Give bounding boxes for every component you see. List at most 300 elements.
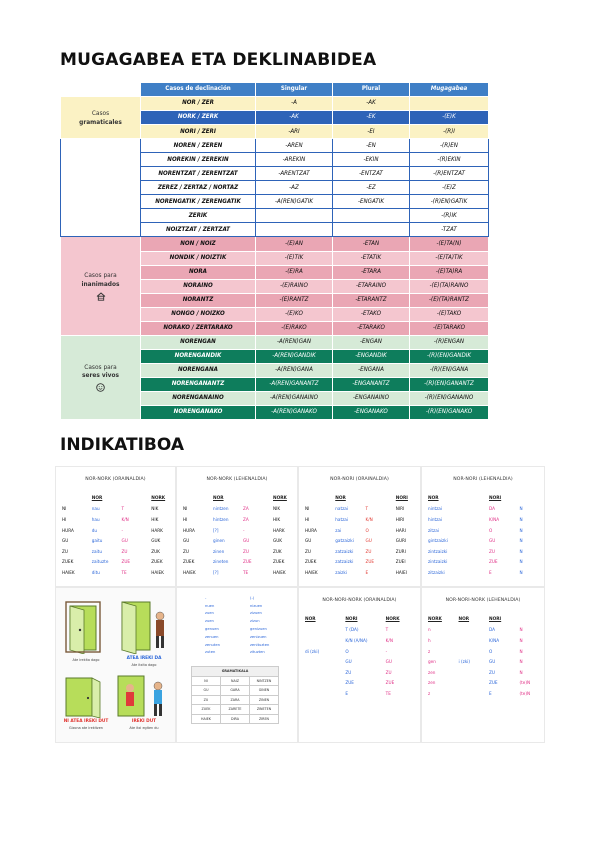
ergative-cell: GUK	[273, 538, 283, 544]
case-cell: NOIZTZAT / ZERTZAT	[141, 223, 256, 237]
pronoun-cell: ZU	[62, 548, 68, 554]
nork-cell: n	[428, 627, 431, 633]
header-blank	[61, 83, 141, 97]
suffix-cell: (te)N	[519, 680, 531, 686]
form-cell: zaitu	[91, 548, 102, 554]
gram-cell: GU	[192, 686, 221, 696]
mugagabea-cell: -(E)TA(N)	[410, 237, 489, 251]
house-icon	[96, 292, 106, 301]
singular-cell: -A(REN)GAN	[256, 335, 333, 349]
nor-cell	[453, 646, 484, 657]
form-cell: nintzai	[428, 506, 443, 512]
head-cell: NORK	[385, 616, 400, 622]
group-blank	[61, 139, 141, 237]
pronoun-cell: ZU	[305, 548, 311, 554]
gram-row	[192, 705, 279, 715]
suffix-cell: ZA	[243, 516, 249, 522]
panel-row	[177, 567, 297, 578]
panel-row	[422, 656, 544, 667]
list-cell: genuen	[205, 627, 219, 632]
gram-cell: ZU	[192, 695, 221, 705]
singular-cell: -A(REN)GANA	[256, 363, 333, 377]
mugagabea-cell	[410, 97, 489, 111]
nork-cell: K/N	[385, 637, 393, 643]
form-cell: hintzai	[428, 516, 443, 522]
plural-cell: -ETARAINO	[333, 279, 410, 293]
panel-head-row	[56, 493, 175, 504]
form-cell: ditu	[91, 569, 100, 575]
nork-cell: h	[428, 637, 431, 643]
nor-cell	[299, 688, 339, 699]
suffix-cell: K/NA	[489, 516, 500, 522]
head-cell: NOR	[458, 616, 470, 622]
nori-cell: GU	[345, 659, 352, 665]
panel-row	[422, 688, 544, 699]
cartoon-label: Gizona ate irekitzen	[69, 726, 103, 730]
panel-head-row	[299, 614, 420, 625]
case-cell: NORANTZ	[141, 293, 256, 307]
ergative-cell: NIK	[151, 506, 159, 512]
suffix-cell: N	[519, 659, 523, 665]
gramatikala-table	[191, 666, 279, 724]
case-cell: NORENTZAT / ZERENTZAT	[141, 167, 256, 181]
singular-cell: -A(REN)GANAINO	[256, 391, 333, 405]
plural-cell: -ENGANA	[333, 363, 410, 377]
suffix-cell: ZA	[243, 506, 249, 512]
plural-cell: -ENGANDIK	[333, 349, 410, 363]
mugagabea-cell: -(R)(EN)GANANTZ	[410, 377, 489, 391]
singular-cell: -A(REN)GANDIK	[256, 349, 333, 363]
pronoun-cell: NI	[183, 506, 188, 512]
panel-row	[56, 546, 175, 557]
head-cell: NORK	[151, 495, 166, 501]
singular-cell: -AK	[256, 111, 333, 125]
singular-cell: -A	[256, 97, 333, 111]
form-cell: gaitu	[91, 538, 103, 544]
gram-row	[192, 714, 279, 724]
case-cell: NONDIK / NOIZTIK	[141, 251, 256, 265]
list-row	[199, 641, 289, 649]
list-row	[199, 617, 289, 625]
panel-row	[177, 535, 297, 546]
mugagabea-cell: -(E)TA)RA	[410, 265, 489, 279]
panel-row	[56, 504, 175, 515]
nor-cell	[453, 678, 484, 689]
panel-row	[299, 646, 420, 657]
plural-cell: -EI	[333, 125, 410, 139]
pronoun-cell: HURA	[62, 527, 74, 533]
case-cell: NORA	[141, 265, 256, 279]
panel-row: zitzaizki E N	[422, 567, 544, 578]
panel-row	[299, 514, 420, 525]
header-mugagabea: Mugagabea	[410, 83, 489, 97]
case-cell: NOREKIN / ZEREKIN	[141, 153, 256, 167]
ergative-cell: ZUEK	[151, 559, 163, 565]
form-cell: hintzen	[213, 516, 229, 522]
list-cell: genizuen	[250, 627, 267, 632]
form-cell: hatzai	[335, 516, 349, 522]
panel-head-row	[177, 493, 297, 504]
nor-cell: i (zki)	[458, 659, 471, 665]
declension-table	[60, 82, 489, 420]
singular-cell: -(E)RA	[256, 265, 333, 279]
gram-cell: GINEN	[250, 686, 279, 696]
panel-row: nintzai DA N	[422, 504, 544, 515]
list-row	[199, 649, 289, 657]
ergative-cell: HARK	[151, 527, 163, 533]
form-cell: zitzaizki	[428, 569, 445, 575]
list-row	[199, 625, 289, 633]
panel-title: NOR-NORK (ORAINALDIA)	[85, 477, 146, 482]
plural-cell	[333, 209, 410, 223]
nori-cell: GU	[489, 659, 496, 665]
pronoun-cell: ZUEK	[183, 559, 195, 565]
panel-nor-nori-nork-orainaldia	[299, 588, 420, 742]
plural-cell: -EKIN	[333, 153, 410, 167]
suffix-cell: TE	[121, 569, 127, 575]
panel-table	[177, 493, 297, 578]
form-cell: [?]	[213, 569, 219, 575]
table-row	[61, 139, 489, 153]
list-cell: zenuten	[205, 642, 220, 647]
form-cell: zitzai	[428, 527, 439, 533]
panel-nor-nork-orainaldia	[56, 467, 175, 586]
plural-cell: -ETAKO	[333, 307, 410, 321]
group-label-bold: inanimados	[81, 280, 120, 289]
case-cell: NORENGANDIK	[141, 349, 256, 363]
gram-cell: ZARETE	[221, 705, 250, 715]
plural-cell: -ETARA	[333, 265, 410, 279]
gram-row	[192, 676, 279, 686]
singular-cell	[256, 209, 333, 223]
ergative-cell: NIK	[273, 506, 281, 512]
plural-cell	[333, 223, 410, 237]
pronoun-cell: ZU	[183, 548, 189, 554]
nori-cell: ZUE	[489, 680, 498, 686]
panel-nor-nork-lehenaldia	[177, 467, 297, 586]
table-row	[61, 335, 489, 349]
cartoon-label: Ate irekita dago	[72, 658, 100, 662]
form-cell: gintzaizki	[428, 538, 448, 544]
form-cell: [?]	[213, 527, 219, 533]
panel-row	[177, 514, 297, 525]
group-label-bold: seres vivos	[82, 371, 119, 380]
pronoun-cell: HURA	[305, 527, 317, 533]
list-cell: zuten	[205, 650, 216, 655]
nork-cell: zen	[428, 669, 436, 675]
suffix-cell: O	[365, 527, 369, 533]
panel-row	[299, 656, 420, 667]
case-cell: NORK / ZERK	[141, 111, 256, 125]
pronoun-cell: ZUEK	[62, 559, 74, 565]
panel-row: zitzai O N	[422, 525, 544, 536]
gram-title: GRAMATIKALA	[192, 667, 279, 677]
declension-header-row	[61, 83, 489, 97]
nori-cell: K/N (A/NA)	[345, 637, 368, 643]
mugagabea-cell: -(E)(TA)RAINO	[410, 279, 489, 293]
list-cell: nizuen	[250, 603, 263, 608]
head-cell: NORI	[489, 616, 502, 622]
open-door-illustration	[64, 600, 108, 654]
dative-cell: GURI	[395, 538, 407, 544]
form-cell: ginen	[213, 538, 225, 544]
case-cell: NORENGANANTZ	[141, 377, 256, 391]
header-singular: Singular	[256, 83, 333, 97]
head-cell: NOR	[305, 616, 316, 622]
form-cell: zai	[335, 527, 342, 533]
indikatiboa-image	[55, 466, 545, 743]
dative-cell: ZUEI	[395, 559, 406, 565]
group-label-bold: gramaticales	[79, 117, 122, 126]
suffix-cell: ZU	[489, 548, 495, 554]
panel-row	[299, 567, 420, 578]
gram-cell: ZIREN	[250, 714, 279, 724]
singular-cell: -(E)RAKO	[256, 321, 333, 335]
nor-cell	[299, 667, 339, 678]
form-cell: zintzaizki	[428, 548, 448, 554]
panel-head-row	[422, 614, 544, 625]
singular-cell: -AREN	[256, 139, 333, 153]
panel-row: hintzai K/NA N	[422, 514, 544, 525]
panel-row: zintzaizki ZU N	[422, 546, 544, 557]
gram-cell: GARA	[221, 686, 250, 696]
case-cell: NOR / ZER	[141, 97, 256, 111]
panel-table	[299, 493, 420, 578]
gram-cell: ZINEN	[250, 695, 279, 705]
panel-cartoons	[56, 588, 175, 742]
case-cell: ZERIK	[141, 209, 256, 223]
head-cell: NORK	[273, 495, 287, 501]
singular-cell: -A(REN)GANAKO	[256, 406, 333, 420]
nork-cell: ZUE	[385, 680, 395, 686]
mugagabea-cell: -(R)(EN)GANA	[410, 363, 489, 377]
mugagabea-cell: -TZAT	[410, 223, 489, 237]
panel-row	[299, 504, 420, 515]
suffix-cell: T	[121, 506, 125, 512]
panel-row	[299, 546, 420, 557]
panel-nor-nori-lehenaldia	[422, 467, 544, 586]
singular-cell: -A(REN)GANANTZ	[256, 377, 333, 391]
table-row	[61, 237, 489, 251]
head-cell: NOR	[335, 495, 346, 501]
people-door-illustration	[114, 674, 170, 718]
gram-cell: NAIZ	[221, 676, 250, 686]
plural-cell: -EN	[333, 139, 410, 153]
ergative-cell: HARK	[273, 527, 285, 533]
singular-cell: -AZ	[256, 181, 333, 195]
pronoun-cell: GU	[62, 538, 69, 544]
head-cell: NOR	[91, 495, 103, 501]
panel-row	[56, 557, 175, 568]
suffix-cell: GU	[365, 538, 372, 544]
gram-cell: NINTZEN	[250, 676, 279, 686]
mugagabea-cell: -(R)ENTZAT	[410, 167, 489, 181]
cartoon-label: Ate itxi egiten du	[129, 726, 159, 730]
cartoon-caption: NI ATEA IREKI DUT	[63, 719, 109, 724]
singular-cell: -(E)TIK	[256, 251, 333, 265]
suffix-cell: K/N	[121, 516, 129, 522]
form-cell: natzai	[335, 506, 349, 512]
head-cell: NORK	[428, 616, 442, 622]
panel-row	[299, 625, 420, 636]
panel-title: NOR-NORI (ORAINALDIA)	[330, 477, 389, 482]
mugagabea-cell: -(E)TA)TIK	[410, 251, 489, 265]
list-row	[199, 633, 289, 641]
singular-cell: -A(REN)GATIK	[256, 195, 333, 209]
singular-cell: -(E)AN	[256, 237, 333, 251]
list-cell: (-)	[250, 595, 255, 600]
panel-title: NOR-NORI (LEHENALDIA)	[453, 477, 513, 482]
panel-table	[422, 614, 544, 699]
singular-cell	[256, 223, 333, 237]
panel-row	[177, 557, 297, 568]
suffix-cell: ZU	[121, 548, 128, 554]
singular-cell: -(E)KO	[256, 307, 333, 321]
nork-cell: z	[428, 648, 431, 654]
dative-cell: HAIEI	[395, 569, 407, 575]
plural-cell: -EK	[333, 111, 410, 125]
gram-row	[192, 686, 279, 696]
group-label: Casos	[91, 108, 110, 117]
plural-cell: -ENTZAT	[333, 167, 410, 181]
head-cell: NOR	[428, 495, 439, 501]
form-cell: gatzaizki	[335, 538, 354, 544]
panel-title: NOR-NORI-NORK (ORAINALDIA)	[322, 598, 397, 603]
mugagabea-cell: -(R)(EN)GANDIK	[410, 349, 489, 363]
pronoun-cell: ZUEK	[305, 559, 317, 565]
ergative-cell: HIK	[273, 516, 281, 522]
table-row	[61, 97, 489, 111]
head-cell: NORI	[345, 616, 358, 622]
nori-cell: DA	[489, 627, 496, 633]
list-row	[199, 602, 289, 610]
panel-row	[56, 535, 175, 546]
ergative-cell: ZUEK	[273, 559, 285, 565]
gram-title-row	[192, 667, 279, 677]
list-cell: zituzten	[250, 650, 265, 655]
form-cell: nau	[91, 506, 100, 512]
form-cell: zineten	[213, 559, 229, 565]
suffix-cell: N	[519, 627, 523, 633]
suffix-cell: GU	[243, 538, 250, 544]
mugagabea-cell: -(E)Z	[410, 181, 489, 195]
case-cell: NORAINO	[141, 279, 256, 293]
case-cell: NON / NOIZ	[141, 237, 256, 251]
panel-row	[422, 635, 544, 646]
suffix-cell: TE	[243, 569, 249, 575]
closed-door-illustration	[62, 676, 108, 718]
panel-row	[299, 635, 420, 646]
nork-cell: TE	[385, 690, 391, 696]
suffix-cell: ZUE	[121, 559, 131, 565]
smiley-icon	[96, 383, 105, 392]
list-cell: zuen	[205, 619, 214, 624]
nork-cell: ZU	[385, 669, 392, 675]
mugagabea-cell: -(R)(EN)GANAKO	[410, 406, 489, 420]
cartoon-caption: ATEA IREKI DA	[126, 656, 162, 661]
form-cell: zatzaizki	[335, 548, 354, 554]
panel-nor-nork-list	[177, 588, 297, 742]
group-label: Casos para	[84, 271, 117, 280]
suffix-cell: ZU	[243, 548, 249, 554]
form-cell: hau	[91, 516, 100, 522]
form-cell: du	[91, 527, 98, 533]
plural-cell: -ENGATIK	[333, 195, 410, 209]
list-cell: zizuen	[250, 611, 262, 616]
group-seres-vivos	[61, 335, 141, 419]
case-cell: NORENGATIK / ZERENGATIK	[141, 195, 256, 209]
nork-cell: T	[385, 627, 389, 633]
ergative-cell: HAIEK	[151, 569, 164, 575]
nori-cell: E	[345, 690, 348, 696]
nori-cell: ZU	[345, 669, 352, 675]
ergative-cell: HIK	[151, 516, 159, 522]
panel-row	[422, 625, 544, 636]
case-cell: NORENGANA	[141, 363, 256, 377]
nori-cell: O	[489, 648, 493, 654]
suffix-cell: N	[519, 648, 523, 654]
panel-row	[422, 678, 544, 689]
singular-cell: -(E)RAINO	[256, 279, 333, 293]
form-cell: zaizki	[335, 569, 347, 575]
ergative-cell: ZUK	[151, 548, 160, 554]
list-row	[199, 594, 289, 602]
case-cell: NORI / ZERI	[141, 125, 256, 139]
form-cell: zaituzte	[91, 559, 109, 565]
mugagabea-cell: -(R)EN	[410, 139, 489, 153]
case-cell: NONGO / NOIZKO	[141, 307, 256, 321]
header-casos: Casos de declinación	[141, 83, 256, 97]
suffix-cell: GU	[489, 538, 496, 544]
nor-cell	[299, 635, 339, 646]
ergative-cell: HAIEK	[273, 569, 286, 575]
panel-row	[422, 646, 544, 657]
panel-row	[299, 688, 420, 699]
dative-cell: HIRI	[395, 516, 405, 522]
form-cell: nintzen	[213, 506, 229, 512]
mugagabea-cell: -(R)EN)GATIK	[410, 195, 489, 209]
ergative-cell: ZUK	[273, 548, 282, 554]
panel-nor-nori-nork-lehenaldia	[422, 588, 544, 742]
dative-cell: NIRI	[395, 506, 405, 512]
suffix-cell: ZU	[365, 548, 372, 554]
mugagabea-cell: -(R)EKIN	[410, 153, 489, 167]
gram-cell: NI	[192, 676, 221, 686]
panel-head-row	[422, 493, 544, 504]
head-cell: NOR	[213, 495, 224, 501]
singular-cell: -(E)RANTZ	[256, 293, 333, 307]
plural-cell: -ETARANTZ	[333, 293, 410, 307]
pronoun-cell: NI	[305, 506, 310, 512]
pronoun-cell: HI	[305, 516, 310, 522]
panel-table	[422, 493, 544, 578]
page-title: MUGAGABEA ETA DEKLINABIDEA	[60, 50, 377, 70]
suffix-cell: ZUE	[365, 559, 375, 565]
nor-cell	[299, 678, 339, 689]
list-cell: zizun	[250, 619, 260, 624]
list-cell: -	[205, 595, 207, 600]
case-cell: NORAKO / ZERTARAKO	[141, 321, 256, 335]
plural-cell: -ETATIK	[333, 251, 410, 265]
nor-cell	[453, 688, 484, 699]
panel-row	[56, 525, 175, 536]
suffix-cell: ZUE	[243, 559, 252, 565]
nori-cell: ZUE	[345, 680, 354, 686]
suffix-cell: GU	[121, 538, 128, 544]
case-cell: NORENGAN	[141, 335, 256, 349]
mid-list-table	[199, 594, 289, 656]
dative-cell: ZURI	[395, 548, 406, 554]
